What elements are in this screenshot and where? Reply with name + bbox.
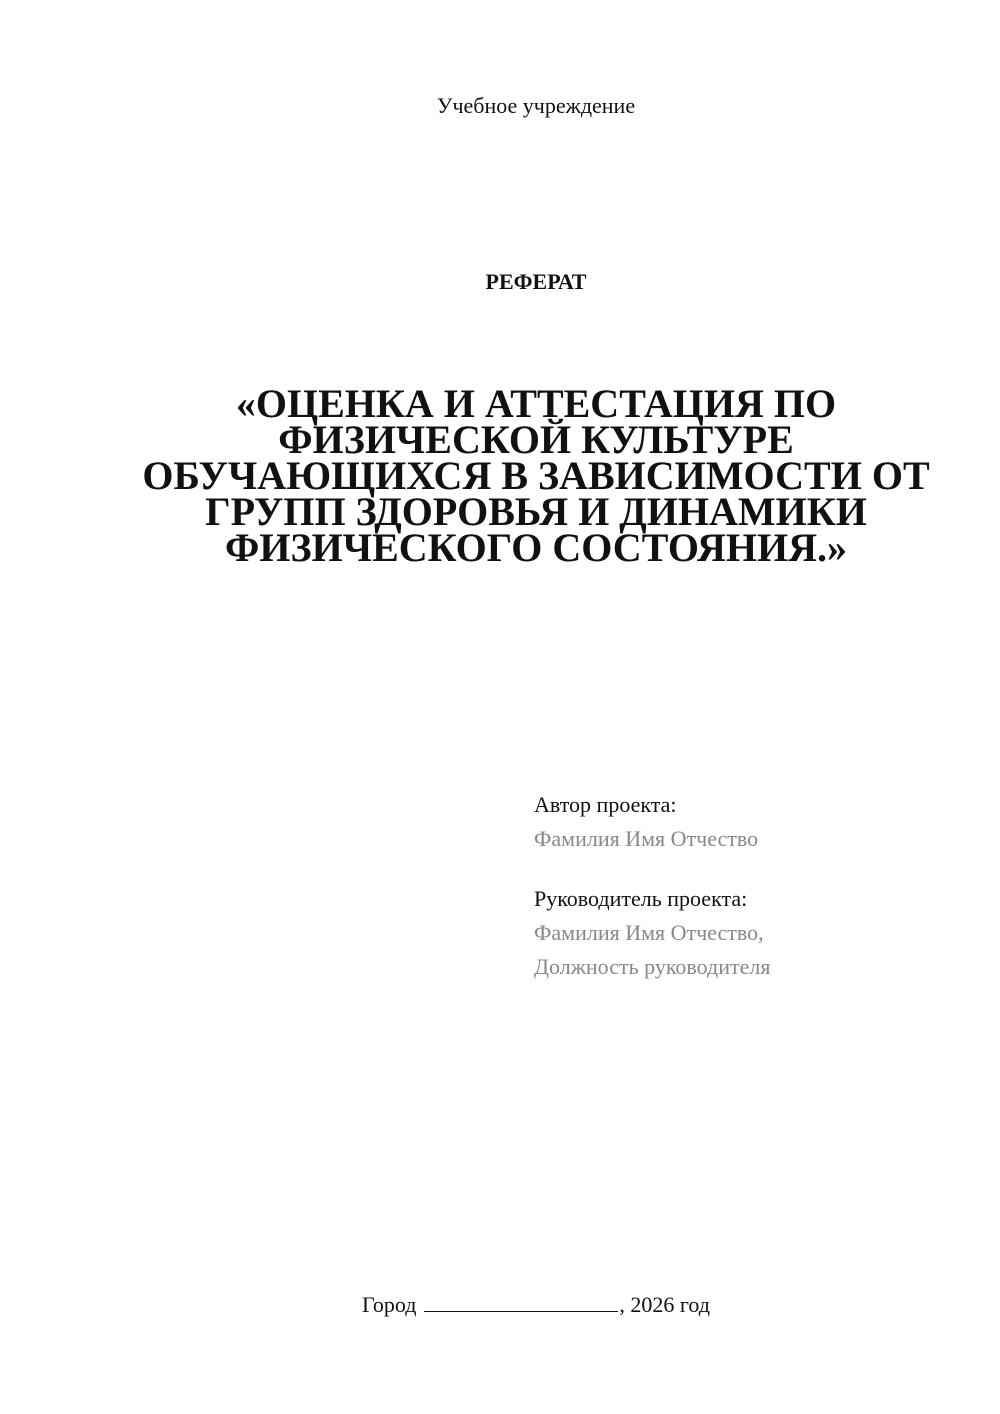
title-line: ФИЗИЧЕСКОГО СОСТОЯНИЯ.»: [225, 525, 847, 570]
title-line: ФИЗИЧЕСКОЙ КУЛЬТУРЕ: [278, 417, 794, 462]
document-type: РЕФЕРАТ: [485, 269, 587, 294]
supervisor-label: Руководитель проекта:: [534, 886, 748, 911]
spacer: [534, 856, 974, 882]
author-label: Автор проекта:: [534, 792, 677, 817]
title-line: ГРУПП ЗДОРОВЬЯ И ДИНАМИКИ: [205, 489, 867, 534]
supervisor-position-placeholder: Должность руководителя: [534, 954, 771, 979]
city-blank-line: [424, 1291, 618, 1312]
title-line: ОБУЧАЮЩИХСЯ В ЗАВИСИМОСТИ ОТ: [142, 453, 930, 498]
project-info-block: [534, 788, 974, 984]
institution-name: Учебное учреждение: [436, 93, 636, 118]
city-year-footer: [0, 1290, 1000, 1320]
author-name-placeholder: Фамилия Имя Отчество: [534, 826, 759, 851]
city-label: Город: [362, 1292, 417, 1317]
year-text: , 2026 год: [619, 1292, 710, 1317]
title-line: «ОЦЕНКА И АТТЕСТАЦИЯ ПО: [235, 381, 837, 426]
document-title: [120, 381, 952, 570]
supervisor-name-placeholder: Фамилия Имя Отчество,: [534, 920, 764, 945]
